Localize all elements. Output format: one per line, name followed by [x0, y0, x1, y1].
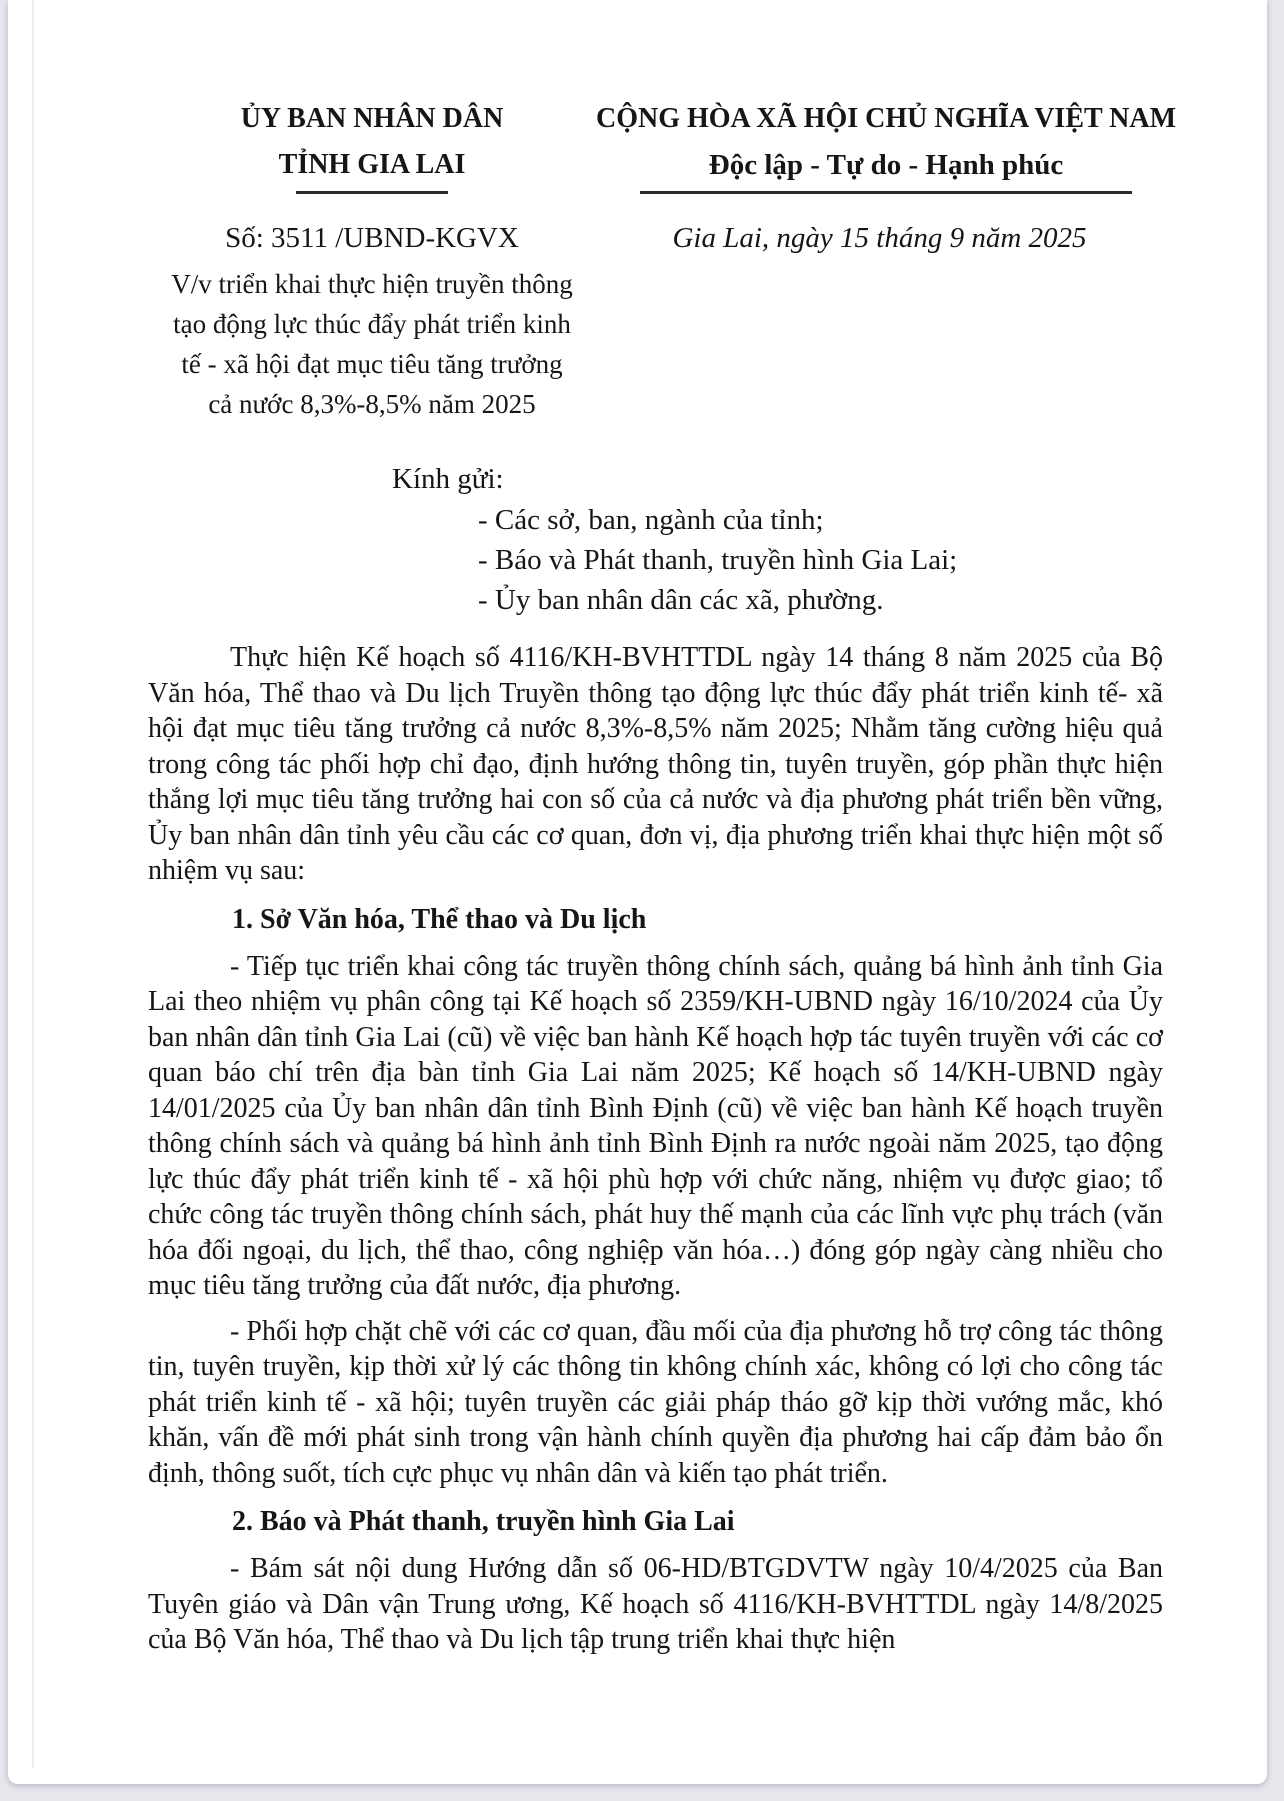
document-subject: [148, 264, 596, 424]
section1-paragraph-2: - Phối hợp chặt chẽ với các cơ quan, đầu mối của địa phương hỗ trợ công tác thông tin, tuyên truyền, kịp thời xử lý các thông tin không chính xác, không có lợi cho công tác phát triển kinh tế - xã hội; tuyên truyền các giải pháp tháo gỡ kịp thời vướng mắc, khó khăn, vấn đề mới phát sinh trong vận hành chính quyền địa phương hai cấp đảm bảo ổn định, thông suốt, tích cực phục vụ nhân dân và kiến tạo phát triển.: [148, 1315, 1163, 1489]
subject-line: V/v triển khai thực hiện truyền thông: [171, 269, 573, 299]
recipient-item: - Báo và Phát thanh, truyền hình Gia Lai;: [478, 544, 958, 576]
issuing-authority-line2: TỈNH GIA LAI: [278, 149, 466, 180]
document-header: [148, 0, 1177, 194]
issuer-underline: [296, 191, 448, 194]
national-title: CỘNG HÒA XÃ HỘI CHỦ NGHĨA VIỆT NAM: [596, 103, 1177, 134]
place-date-block: [596, 218, 1163, 424]
subject-line: tế - xã hội đạt mục tiêu tăng trưởng: [181, 349, 563, 379]
subject-line: tạo động lực thúc đẩy phát triển kinh: [173, 309, 571, 339]
document-number: Số: 3511 /UBND-KGVX: [225, 222, 519, 254]
motto-underline: [640, 191, 1132, 194]
recipients-block: [148, 458, 1163, 620]
section2-paragraph-1: - Bám sát nội dung Hướng dẫn số 06-HD/BTGDVTW ngày 10/4/2025 của Ban Tuyên giáo và Dân vận Trung ương, Kế hoạch số 4116/KH-BVHTTDL ngày 14/8/2025 của Bộ Văn hóa, Thể thao và Du lịch tập trung triển khai thực hiện: [148, 1553, 1163, 1655]
document-meta-row: [148, 218, 1163, 424]
national-motto: Độc lập - Tự do - Hạnh phúc: [708, 149, 1064, 181]
document-page: [8, 0, 1267, 1784]
national-header-block: [596, 96, 1176, 194]
recipients-label: Kính gửi:: [392, 463, 504, 495]
place-and-date: Gia Lai, ngày 15 tháng 9 năm 2025: [672, 222, 1087, 254]
doc-number-subject-block: [148, 218, 596, 424]
section1-heading: 1. Sở Văn hóa, Thể thao và Du lịch: [232, 903, 647, 935]
recipients-list: [478, 500, 1163, 620]
subject-line: cả nước 8,3%-8,5% năm 2025: [208, 389, 536, 419]
intro-paragraph: Thực hiện Kế hoạch số 4116/KH-BVHTTDL ngày 14 tháng 8 năm 2025 của Bộ Văn hóa, Thể thao và Du lịch Truyền thông tạo động lực thúc đẩy phát triển kinh tế- xã hội đạt mục tiêu tăng trưởng cả nước 8,3%-8,5% năm 2025; Nhằm tăng cường hiệu quả trong công tác phối hợp chỉ đạo, định hướng thông tin, tuyên truyền, góp phần thực hiện thắng lợi mục tiêu tăng trưởng hai con số của cả nước và địa phương phát triển bền vững, Ủy ban nhân dân tỉnh yêu cầu các cơ quan, đơn vị, địa phương triển khai thực hiện một số nhiệm vụ sau:: [148, 642, 1163, 886]
section2-heading: 2. Báo và Phát thanh, truyền hình Gia Lai: [232, 1506, 735, 1537]
issuing-authority-block: [148, 96, 596, 194]
recipient-item: - Ủy ban nhân dân các xã, phường.: [478, 584, 884, 616]
issuing-authority-line1: ỦY BAN NHÂN DÂN: [240, 103, 504, 134]
section1-paragraph-1: - Tiếp tục triển khai công tác truyền thông chính sách, quảng bá hình ảnh tỉnh Gia Lai theo nhiệm vụ phân công tại Kế hoạch số 2359/KH-UBND ngày 16/10/2024 của Ủy ban nhân dân tỉnh Gia Lai (cũ) về việc ban hành Kế hoạch hợp tác tuyên truyền với các cơ quan báo chí trên địa bàn tỉnh Gia Lai năm 2025; Kế hoạch số 14/KH-UBND ngày 14/01/2025 của Ủy ban nhân dân tỉnh Bình Định (cũ) về việc ban hành Kế hoạch truyền thông chính sách và quảng bá hình ảnh tỉnh Bình Định ra nước ngoài năm 2025, tạo động lực thúc đẩy phát triển kinh tế - xã hội phù hợp với chức năng, nhiệm vụ được giao; tổ chức công tác truyền thông chính sách, phát huy thế mạnh của các lĩnh vực phụ trách (văn hóa đối ngoại, du lịch, thể thao, công nghiệp văn hóa…) đóng góp ngày càng nhiều cho mục tiêu tăng trưởng của đất nước, địa phương.: [148, 950, 1163, 1301]
scan-edge-line: [32, 0, 34, 1768]
recipient-item: - Các sở, ban, ngành của tỉnh;: [478, 504, 824, 536]
